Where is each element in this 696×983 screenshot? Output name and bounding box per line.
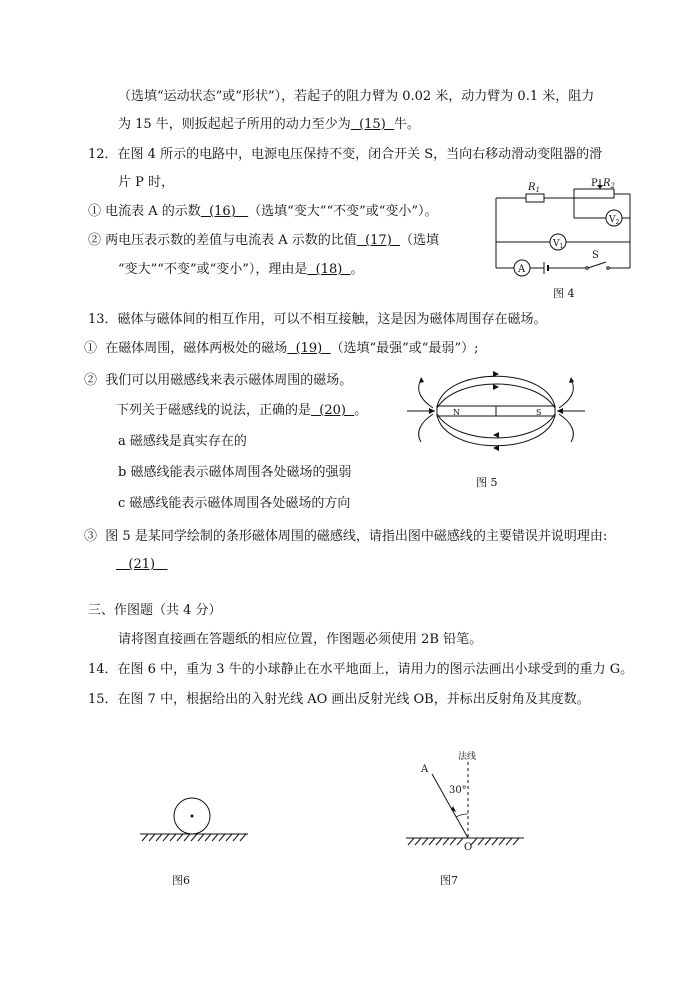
q11-text: 为 15 牛，则扳起起子所用的动力至少为 [118, 117, 351, 132]
label-a: A [518, 264, 526, 275]
q13-text: 磁体与磁体间的相互作用，可以不相互接触，这是因为磁体周围存在磁场。 [117, 312, 547, 327]
q13-option-c: c 磁感线能表示磁体周围各处磁场的方向 [118, 496, 351, 511]
field-line [559, 380, 573, 408]
blank-18-label: (18) [315, 262, 343, 277]
q13-item2-question [116, 402, 367, 420]
q12-item2-text: 两电压表示数的差值与电流表 A 示数的比值 [105, 233, 357, 248]
q11-unit: 牛。 [394, 117, 421, 132]
q12-item1 [88, 203, 438, 221]
pole-s: S [536, 408, 542, 417]
q12-number: 12． [88, 147, 118, 162]
q13-item3-answer [116, 556, 168, 574]
ball-center [191, 815, 194, 818]
q13-number: 13． [88, 312, 118, 327]
q12-text1: 在图 4 所示的电路中，电源电压保持不变，闭合开关 S，当向右移动滑动变阻器的滑 [117, 147, 603, 162]
q13-item2 [84, 372, 352, 390]
figure-4-caption: 图 4 [553, 287, 575, 300]
q12-line2: 片 P 时， [118, 175, 175, 190]
q12-item2-line2 [118, 261, 364, 279]
blank-15 [351, 117, 394, 132]
label-v2: $V_2$ [609, 215, 620, 226]
label-p: P [591, 178, 598, 189]
q13-item3-text: 图 5 是某同学绘制的条形磁体周围的磁感线，请指出图中磁感线的主要错误并说明理由: [105, 529, 608, 544]
q11-line2 [118, 116, 420, 134]
q13-option-b: b 磁感线能表示磁体周围各处磁场的强弱 [118, 465, 352, 480]
figure-6-caption: 图6 [172, 874, 190, 887]
q13-item2-text: 我们可以用磁感线来表示磁体周围的磁场。 [105, 373, 353, 388]
label-v1: $V_1$ [553, 239, 564, 250]
q15-text: 在图 7 中，根据给出的入射光线 AO 画出反射光线 OB，并标出反射角及其度数。 [117, 692, 590, 707]
angle-arc [456, 814, 468, 817]
figure-6-ball [138, 795, 250, 845]
blank-20 [311, 403, 354, 418]
blank-17-label: (17) [365, 233, 392, 248]
q12-item2-end: 。 [350, 262, 364, 277]
q13-item1-mark: ① [84, 341, 98, 356]
q13-item1-hint: （选填“最强”或“最弱”）; [330, 341, 479, 356]
section-3-title: 三、作图题（共 4 分） [88, 603, 222, 618]
figure-5-magnet [405, 370, 587, 458]
q12-line1 [88, 146, 602, 164]
label-r2: $R_2$ [603, 178, 615, 190]
blank-21 [116, 557, 168, 572]
blank-17 [357, 233, 400, 248]
ray-arrow [451, 806, 456, 812]
q13-item1-text: 在磁体周围，磁体两极处的磁场 [105, 341, 288, 356]
q13-item3 [84, 528, 607, 546]
field-line [419, 414, 433, 442]
field-line [437, 415, 555, 446]
q14-text: 在图 6 中，重为 3 牛的小球静止在水平地面上，请用力的图示法画出小球受到的重力 G。 [117, 662, 634, 677]
incident-ray-ao [432, 774, 468, 838]
q12-item2-mark: ② [88, 233, 102, 248]
blank-18 [307, 262, 350, 277]
q12-item2-options: “变大”“不变”或“变小”），理由是 [118, 262, 308, 277]
q12-item2-hint: （选填 [400, 233, 440, 248]
field-line [419, 380, 433, 408]
section-3-instructions: 请将图直接画在答题纸的相应位置，作图题必须使用 2B 铅笔。 [118, 632, 483, 647]
q12-item1-mark: ① [88, 204, 102, 219]
q14 [88, 661, 633, 679]
figure-7-caption: 图7 [440, 874, 458, 887]
label-r1: $R_1$ [528, 182, 540, 194]
blank-19-label: (19) [295, 341, 323, 356]
blank-19 [287, 341, 330, 356]
q13-item2-end: 。 [354, 403, 368, 418]
blank-20-label: (20) [319, 403, 346, 418]
label-s: S [592, 250, 599, 261]
pole-n: N [453, 408, 460, 417]
figure-7-reflection [404, 748, 526, 854]
q13-option-a: a 磁感线是真实存在的 [118, 434, 247, 449]
q14-number: 14． [88, 662, 118, 677]
blank-16 [201, 204, 248, 219]
field-line [559, 414, 573, 442]
q12-item1-text: 电流表 A 的示数 [105, 204, 201, 219]
q13-item1 [84, 340, 478, 358]
q15 [88, 691, 590, 709]
label-angle: 30° [449, 785, 467, 796]
switch-s [588, 262, 606, 268]
figure-4-circuit [488, 176, 638, 280]
q12-item2 [88, 232, 439, 250]
blank-16-label: (16) [209, 204, 236, 219]
blank-15-label: (15) [359, 117, 386, 132]
blank-21-label: (21) [128, 557, 156, 572]
q13-item2-mark: ② [84, 373, 98, 388]
q12-item1-hint: （选填“变大”“不变”或“变小”）。 [248, 204, 438, 219]
q15-number: 15． [88, 692, 118, 707]
q13-item2-prompt: 下列关于磁感线的说法，正确的是 [116, 403, 312, 418]
q11-line1: （选填“运动状态”或“形状”），若起子的阻力臂为 0.02 米，动力臂为 0.1 米，阻力 [118, 89, 595, 104]
q13-item3-mark: ③ [84, 529, 98, 544]
label-normal: 法线 [458, 752, 477, 762]
label-o: O [464, 842, 473, 853]
figure-5-caption: 图 5 [476, 476, 498, 489]
q13-line1 [88, 311, 547, 329]
ground-hatching [142, 834, 246, 841]
field-line [437, 376, 555, 407]
resistor-r1 [526, 194, 544, 202]
label-a: A [421, 764, 429, 775]
rheostat-r2 [574, 189, 614, 198]
